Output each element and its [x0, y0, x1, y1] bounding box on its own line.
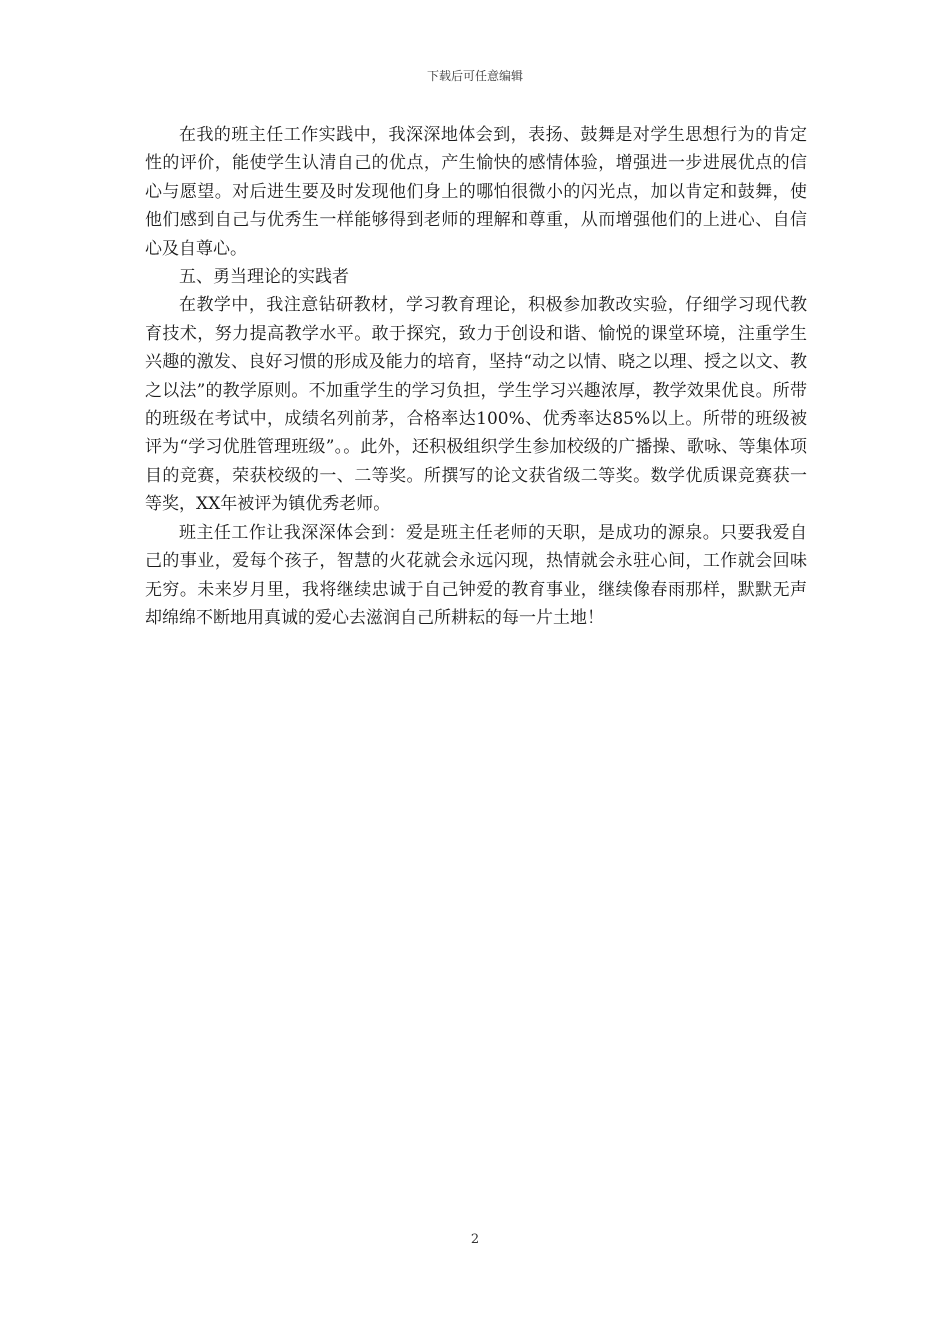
paragraph-praise-encouragement: 在我的班主任工作实践中，我深深地体会到，表扬、鼓舞是对学生思想行为的肯定性的评价，能使学生认清自己的优点，产生愉快的感情体验，增强进一步进展优点的信心与愿望。对后进生要及时发现他们身上的哪怕很微小的闪光点，加以肯定和鼓舞，使他们感到自己与优秀生一样能够得到老师的理解和尊重，从而增强他们的上进心、自信心及自尊心。 — [145, 125, 807, 259]
page-number: 2 — [470, 1232, 480, 1247]
paragraph-teaching: 在教学中，我注意钻研教材，学习教育理论，积极参加教改实验，仔细学习现代教育技术，努力提高教学水平。敢于探究，致力于创设和谐、愉悦的课堂环境，注重学生兴趣的激发、良好习惯的形成及能力的培育，坚持“动之以情、晓之以理、授之以文、教之以法”的教学原则。不加重学生的学习负担，学生学习兴趣浓厚，教学效果优良。所带的班级在考试中，成绩名列前茅，合格率达100%、优秀率达85%以上。所带的班级被评为“学习优胜管理班级”。。此外，还积极组织学生参加校级的广播操、歌咏、等集体项目的竞赛，荣获校级的一、二等奖。所撰写的论文获省级二等奖。数学优质课竞赛获一等奖，XX年被评为镇优秀老师。 — [145, 295, 807, 515]
section-heading-practice: 五、勇当理论的实践者 — [179, 267, 349, 288]
page-header: 下载后可任意编辑 — [426, 69, 523, 83]
paragraph-conclusion: 班主任工作让我深深体会到：爱是班主任老师的天职，是成功的源泉。只要我爱自己的事业，爱每个孩子，智慧的火花就会永远闪现，热情就会永驻心间，工作就会回味无穷。未来岁月里，我将继续忠诚于自己钟爱的教育事业，继续像春雨那样，默默无声却绵绵不断地用真诚的爱心去滋润自己所耕耘的每一片土地！ — [145, 522, 807, 628]
document-body — [145, 121, 807, 632]
